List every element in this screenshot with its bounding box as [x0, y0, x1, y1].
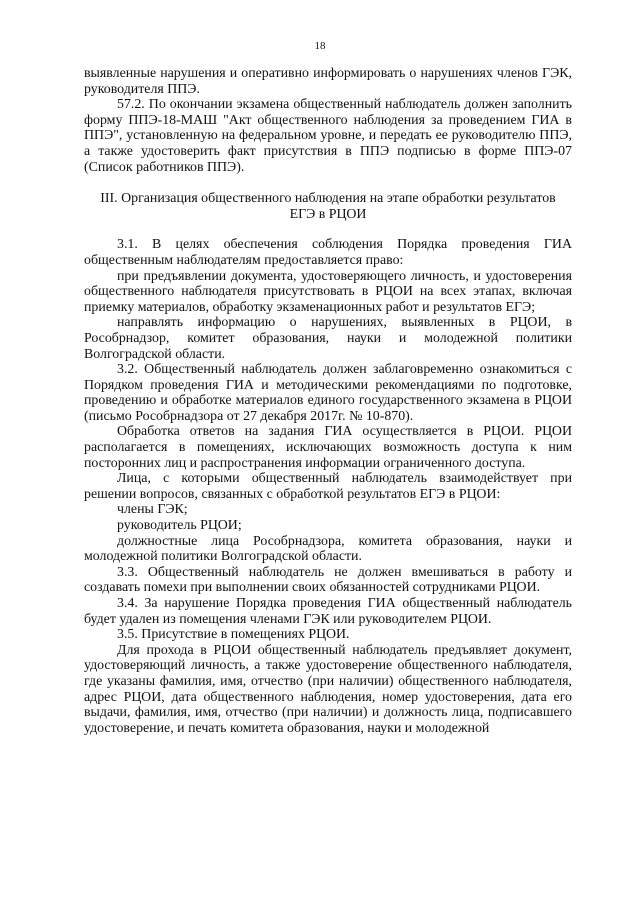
section-heading	[84, 191, 572, 222]
paragraph: направлять информацию о нарушениях, выявленных в РЦОИ, в Рособрнадзор, комитет образования, науки и молодежной политики Волгоградской области.	[84, 315, 572, 362]
list-item: руководитель РЦОИ;	[117, 518, 242, 534]
paragraph: 3.2. Общественный наблюдатель должен заблаговременно ознакомиться с Порядком проведения ГИА и методическими рекомендациями по подготовке, проведению и обработке материалов единого государственного экзамена в РЦОИ (письмо Рособрнадзора от 27 декабря 2017г. № 10-870).	[84, 362, 572, 424]
paragraph: Для прохода в РЦОИ общественный наблюдатель предъявляет документ, удостоверяющий личность, а также удостоверение общественного наблюдателя, где указаны фамилия, имя, отчество (при наличии) общественного наблюдателя, адрес РЦОИ, дата общественного наблюдения, номер удостоверения, дата его выдачи, фамилия, имя, отчество (при наличии) и должность лица, подписавшего удостоверение, и печать комитета образования, науки и молодежной	[84, 642, 572, 736]
page-number: 18	[314, 40, 326, 52]
list-item: члены ГЭК;	[117, 502, 188, 518]
paragraph: Лица, с которыми общественный наблюдатель взаимодействует при решении вопросов, связанных с обработкой результатов ЕГЭ в РЦОИ:	[84, 471, 572, 502]
paragraph: 3.5. Присутствие в помещениях РЦОИ.	[117, 627, 350, 643]
paragraph: 3.4. За нарушение Порядка проведения ГИА общественный наблюдатель будет удален из помещения членами ГЭК или руководителем РЦОИ.	[84, 596, 572, 627]
paragraph: 57.2. По окончании экзамена общественный наблюдатель должен заполнить форму ППЭ-18-МАШ "Акт общественного наблюдения за проведением ГИА в ППЭ", установленную на федеральном уровне, и передать ее руководителю ППЭ, а также удостоверить факт присутствия в ППЭ подписью в форме ППЭ-07 (Список работников ППЭ).	[84, 97, 572, 175]
document-body	[84, 66, 572, 736]
paragraph: 3.1. В целях обеспечения соблюдения Порядка проведения ГИА общественным наблюдателям предоставляется право:	[84, 237, 572, 268]
paragraph: при предъявлении документа, удостоверяющего личность, и удостоверения общественного наблюдателя присутствовать в РЦОИ на всех этапах, включая приемку материалов, обработку экзаменационных работ и результатов ЕГЭ;	[84, 268, 572, 315]
paragraph: Обработка ответов на задания ГИА осуществляется в РЦОИ. РЦОИ располагается в помещениях, исключающих возможность доступа к ним посторонних лиц и распространения информации ограниченного доступа.	[84, 424, 572, 471]
paragraph: 3.3. Общественный наблюдатель не должен вмешиваться в работу и создавать помехи при выполнении своих обязанностей сотрудниками РЦОИ.	[84, 564, 572, 596]
section-heading-text: III. Организация общественного наблюдения на этапе обработки результатов ЕГЭ в РЦОИ	[100, 191, 556, 222]
list-item: должностные лица Рособрнадзора, комитета образования, науки и молодежной политики Волгоградской области.	[84, 533, 572, 565]
paragraph: выявленные нарушения и оперативно информировать о нарушениях членов ГЭК, руководителя ППЭ.	[84, 66, 572, 97]
